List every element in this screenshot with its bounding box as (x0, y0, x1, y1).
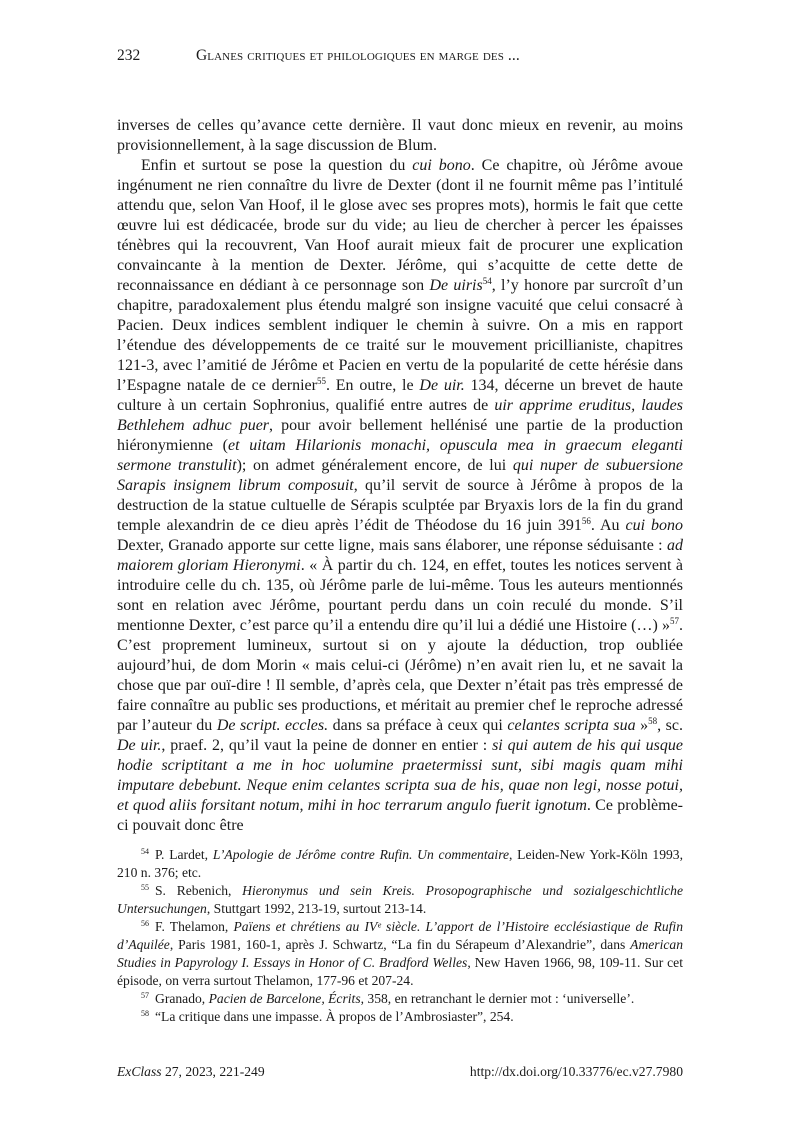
running-title: Glanes critiques et philologiques en marge des ... (196, 47, 520, 64)
footnote-ref-56[interactable]: 56 (581, 516, 591, 526)
footnote-54: $^{54}$ P. Lardet, L’Apologie de Jérôme contre Rufin. Un commentaire, Leiden-New York-Köln 1993, 210 n. 376; etc. (117, 847, 684, 880)
footnote-ref-54[interactable]: 54 (482, 276, 492, 286)
main-text (117, 116, 683, 836)
running-header (117, 46, 683, 66)
footnote-57: $^{57}$ Granado, Pacien de Barcelone, Écrits, 358, en retranchant le dernier mot : ‘universelle’. (141, 991, 635, 1006)
paragraph-2: Enfin et surtout se pose la question du cui bono. Ce chapitre, où Jérôme avoue ingénument ne rien connaître du livre de Dexter (dont il ne fournit même pas l’intitulé attendu que, selon Van Hoof, il le glose avec ses propres mots), hormis le fait que cette œuvre lui est dédicacée, brode sur du vide; au lieu de chercher à percer les épaisses ténèbres qui la recouvrent, Van Hoof aurait mieux fait de procurer une explication convaincante à la mention de Dexter. Jérôme, qui s’acquitte de cette dette de reconnaissance en dédiant à ce personnage son De uiris$^{54}$, l’y honore par surcroît d’un chapitre, paradoxalement plus étendu malgré son insigne vacuité que celui consacré à Pacien. Deux indices semblent indiquer le chemin à suivre. On a mis en rapport l’étendue des développements de ce traité sur le mouvement pricillianiste, chapitres 121-3, avec l’amitié de Jérôme et Pacien en vertu de la popularité de cette hérésie dans l’Espagne natale de ce dernier$^{55}$. En outre, le De uir. 134, décerne un brevet de haute culture à un certain Sophronius, qualifié entre autres de uir apprime eruditus, laudes Bethlehem adhuc puer, pour avoir bellement hellénisé une partie de la production hiéronymienne (et uitam Hilarionis monachi, opuscula mea in graecum eleganti sermone transtulit); on admet généralement encore, de lui qui nuper de subuersione Sarapis insignem librum composuit, qu’il servit de source à Jérôme à propos de la destruction de la statue cultuelle de Sérapis sculptée par Bryaxis lors de la fin du grand temple alexandrin de ce dieu après l’édit de Théodose du 16 juin $391^{56}$. Au cui bono Dexter, Granado apporte sur cette ligne, mais sans élaborer, une réponse séduisante : ad maiorem gloriam Hieronymi. « À partir du ch. 124, en effet, toutes les notices servent à introduire celle du ch. 135, où Jérôme parle de lui-même. Tous les auteurs mentionnés sont en relation avec Jérôme, pourtant perdu dans un coin reculé du monde. S’il mentionne Dexter, c’est parce qu’il a entendu dire qu’il lui a dédié une Histoire (…) »$^{57}$. C’est proprement lumineux, surtout si on y ajoute la déduction, trop oubliée aujourd’hui, de dom Morin « mais celui-ci (Jérôme) n’en avait rien lu, et ne savait la chose que par ouï-dire ! Il semble, d’après cela, que Dexter n’était pas très empressé de faire connaître au public ses productions, et méritait au premier chef le reproche adressé par l’auteur du De script. eccles. dans sa préface à ceux qui celantes scripta sua »$^{58}$, sc. De uir., praef. 2, qu’il vaut la peine de donner en entier : si qui autem de his qui usque hodie scriptitant a me in hoc uolumine praetermissi sunt, sibi magis quam mihi imputare debebunt. Neque enim celantes scripta sua de his, quae non legi, nosse potui, et quod aliis forsitant notum, mihi in hoc terrarum angulo fuerit ignotum. Ce problème-ci pouvait donc être (117, 157, 684, 834)
page-number: 232 (117, 47, 141, 64)
footnote-ref-57[interactable]: 57 (670, 616, 679, 626)
footnote-ref-55[interactable]: 55 (316, 376, 326, 386)
footnote-55: $^{55}$ S. Rebenich, Hieronymus und sein Kreis. Prosopographische und sozialgeschichtliche Untersuchungen, Stuttgart 1992, 213-19, surtout 213-14. (117, 883, 683, 916)
footnote-58: $^{58}$ “La critique dans une impasse. À propos de l’Ambrosiaster”, 254. (141, 1009, 514, 1024)
journal-name: ExClass (117, 1064, 162, 1079)
doi-link[interactable]: http://dx.doi.org/10.33776/ec.v27.7980 (469, 1064, 683, 1079)
footnote-ref-58[interactable]: 58 (648, 716, 658, 726)
footnote-56: $^{56}$ F. Thelamon, Païens et chrétiens au IVᵉ siècle. L’apport de l’Histoire ecclésiastique de Rufin d’Aquilée, Paris 1981, 160-1, après J. Schwartz, “La fin du Sérapeum d’Alexandrie”, dans American Studies in Papyrology I. Essays in Honor of C. Bradford Welles, New Haven 1966, 98, 109-11. Sur cet épisode, on verra surtout Thelamon, 177-96 et 207-24. (117, 919, 683, 988)
page-footer (117, 1062, 683, 1082)
journal-citation: ExClass 27, 2023, 221-249 (117, 1064, 265, 1079)
paragraph-1: inverses de celles qu’avance cette dernière. Il vaut donc mieux en revenir, au moins provisionnellement, à la sage discussion de Blum. (117, 117, 683, 154)
footnotes (117, 846, 683, 1026)
